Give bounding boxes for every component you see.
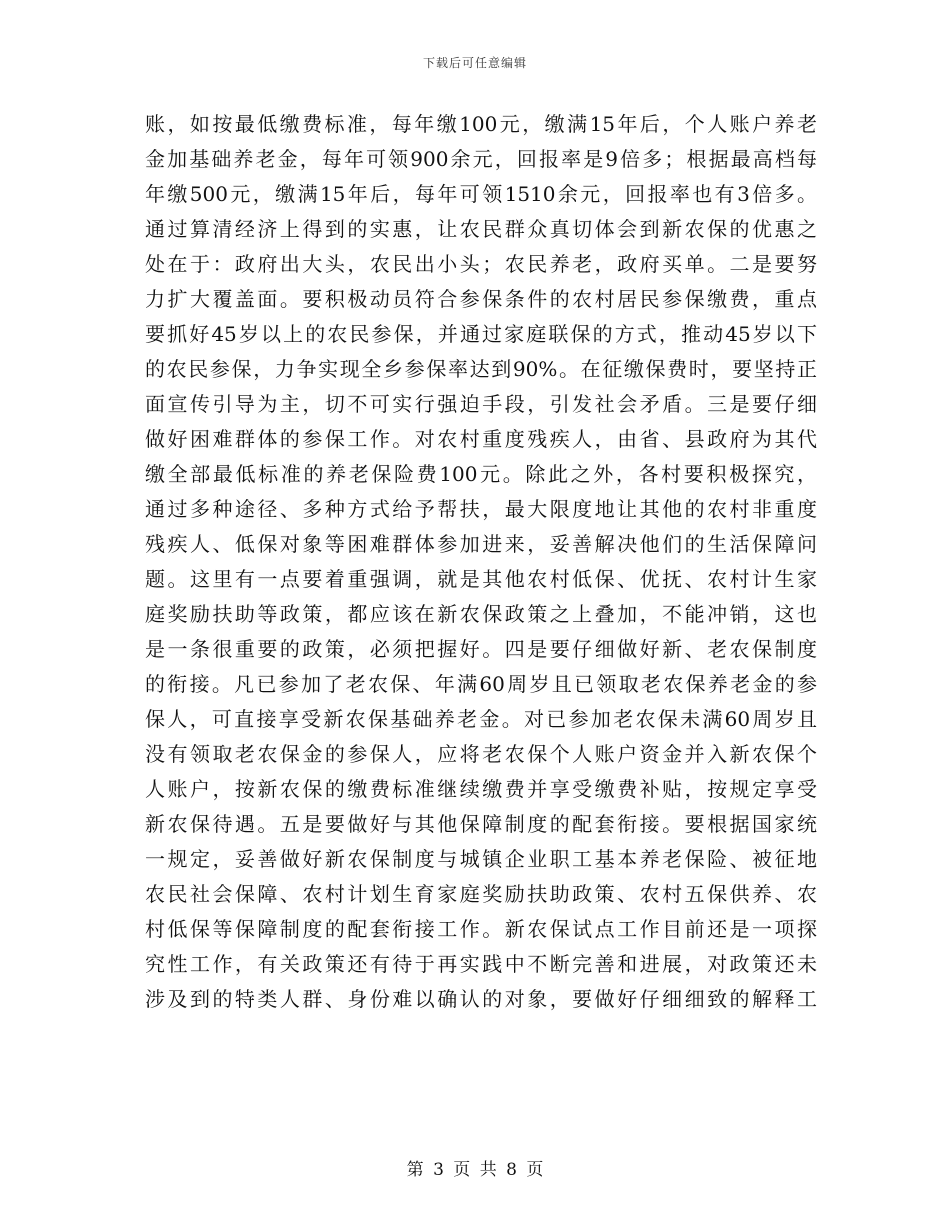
text-line: 庭奖励扶助等政策，都应该在新农保政策之上叠加，不能冲销，这也	[145, 602, 817, 626]
page-header: 下载后可任意编辑	[422, 56, 527, 70]
text-line: 缴全部最低标准的养老保险费100元。除此之外，各村要积极探究，	[145, 462, 817, 486]
text-line: 涉及到的特类人群、身份难以确认的对象，要做好仔细细致的解释工	[145, 987, 817, 1011]
text-line: 要抓好45岁以上的农民参保，并通过家庭联保的方式，推动45岁以下	[145, 322, 817, 346]
text-line: 人账户，按新农保的缴费标准继续缴费并享受缴费补贴，按规定享受	[145, 777, 817, 801]
page-number: 第 3 页 共 8 页	[406, 1160, 544, 1180]
text-line: 的农民参保，力争实现全乡参保率达到90%。在征缴保费时，要坚持正	[145, 357, 817, 381]
text-line: 题。这里有一点要着重强调，就是其他农村低保、优抚、农村计生家	[145, 567, 817, 591]
text-line: 力扩大覆盖面。要积极动员符合参保条件的农村居民参保缴费，重点	[145, 287, 817, 311]
text-line: 残疾人、低保对象等困难群体参加进来，妥善解决他们的生活保障问	[145, 532, 817, 556]
text-line: 究性工作，有关政策还有待于再实践中不断完善和进展，对政策还未	[145, 952, 817, 976]
text-line: 金加基础养老金，每年可领900余元，回报率是9倍多；根据最高档每	[145, 147, 817, 171]
text-line: 通过多种途径、多种方式给予帮扶，最大限度地让其他的农村非重度	[145, 497, 817, 521]
text-line: 处在于：政府出大头，农民出小头；农民养老，政府买单。二是要努	[145, 252, 817, 276]
text-line: 农民社会保障、农村计划生育家庭奖励扶助政策、农村五保供养、农	[145, 882, 817, 906]
text-line: 没有领取老农保金的参保人，应将老农保个人账户资金并入新农保个	[145, 742, 817, 766]
text-line: 通过算清经济上得到的实惠，让农民群众真切体会到新农保的优惠之	[145, 217, 817, 241]
text-line: 一规定，妥善做好新农保制度与城镇企业职工基本养老保险、被征地	[145, 847, 817, 871]
text-line: 新农保待遇。五是要做好与其他保障制度的配套衔接。要根据国家统	[145, 812, 817, 836]
text-line: 做好困难群体的参保工作。对农村重度残疾人，由省、县政府为其代	[145, 427, 817, 451]
text-line: 账，如按最低缴费标准，每年缴100元，缴满15年后，个人账户养老	[145, 112, 817, 136]
text-line: 保人，可直接享受新农保基础养老金。对已参加老农保未满60周岁且	[145, 707, 817, 731]
document-body	[145, 107, 817, 1017]
text-line: 年缴500元，缴满15年后，每年可领1510余元，回报率也有3倍多。	[145, 182, 817, 206]
text-line: 的衔接。凡已参加了老农保、年满60周岁且已领取老农保养老金的参	[145, 672, 817, 696]
text-line: 是一条很重要的政策，必须把握好。四是要仔细做好新、老农保制度	[145, 637, 817, 661]
text-line: 面宣传引导为主，切不可实行强迫手段，引发社会矛盾。三是要仔细	[145, 392, 817, 416]
text-line: 村低保等保障制度的配套衔接工作。新农保试点工作目前还是一项探	[145, 917, 817, 941]
